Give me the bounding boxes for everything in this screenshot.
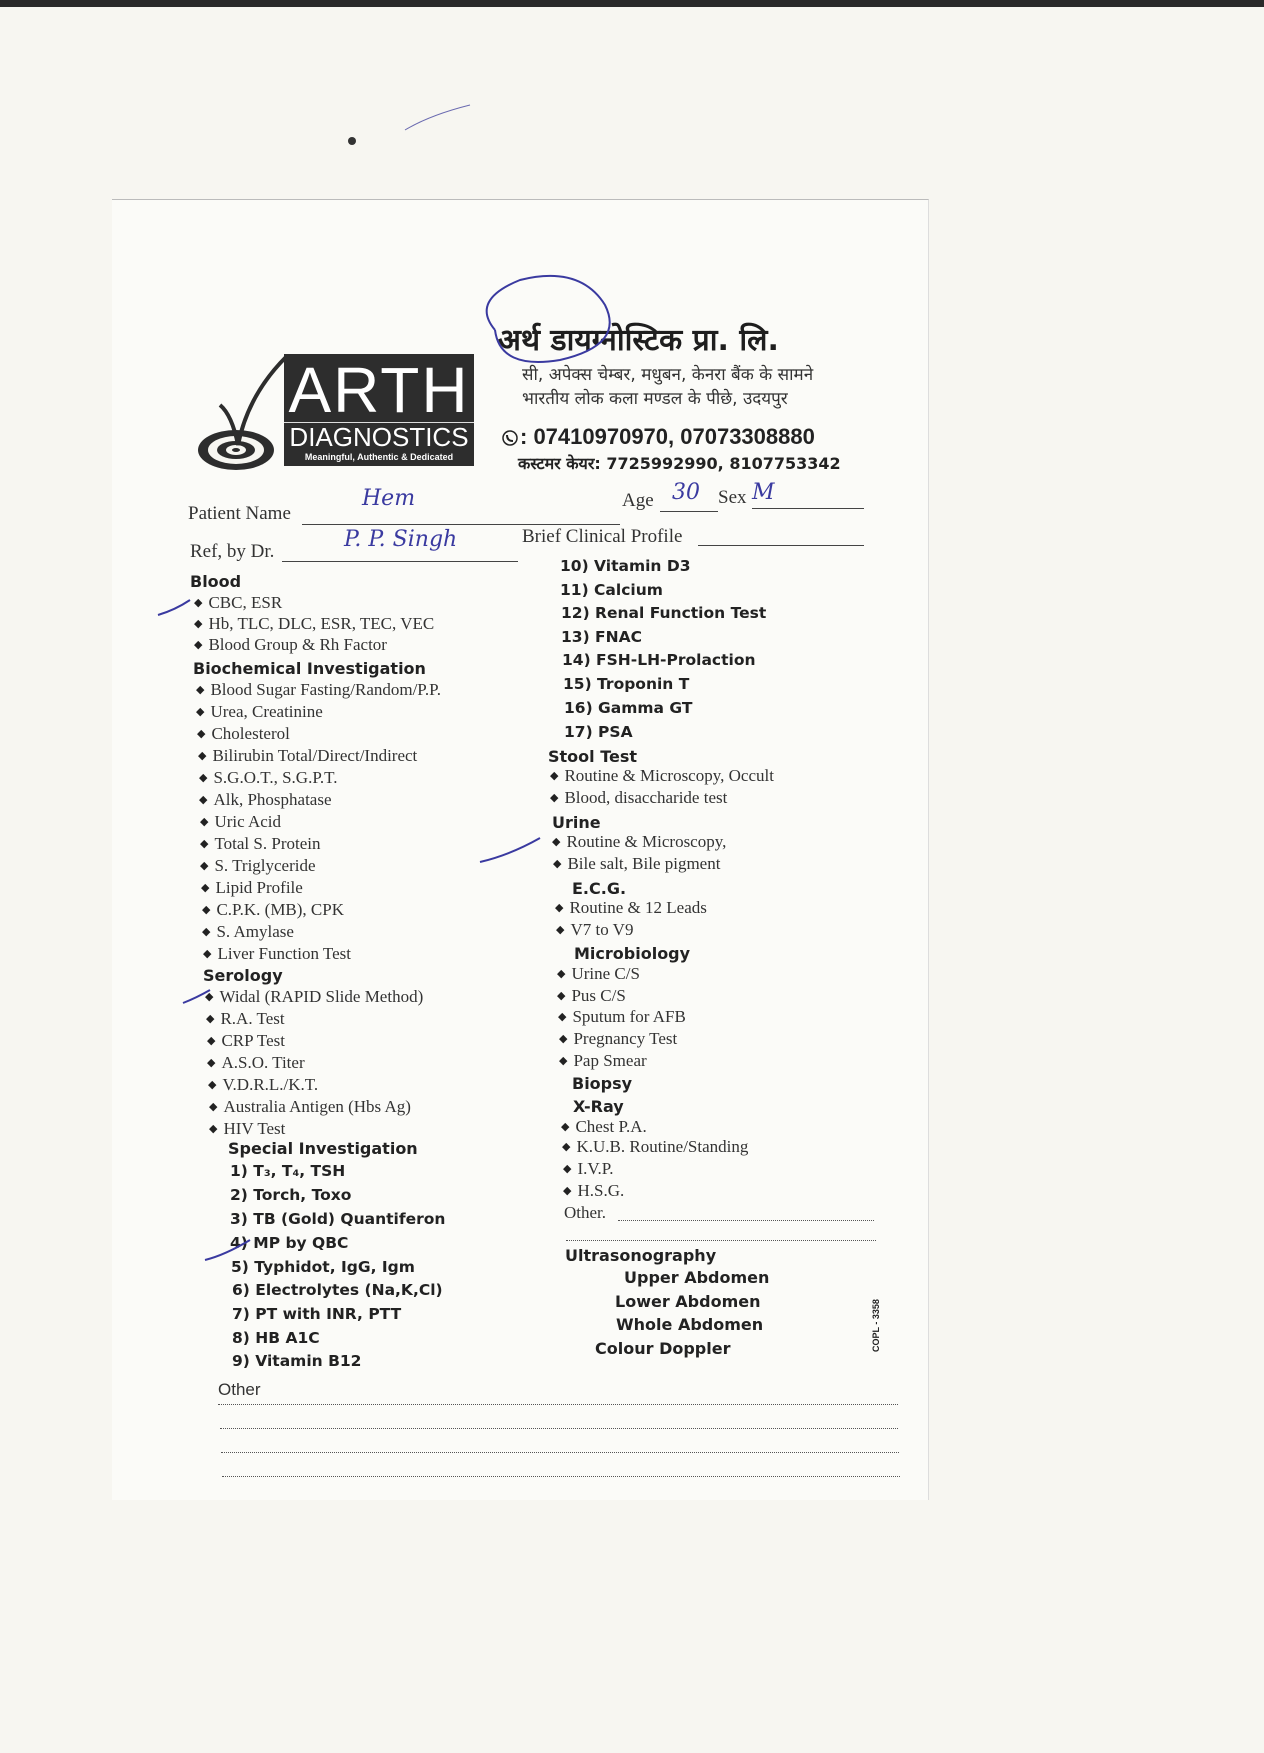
list-item: ◆ Pap Smear bbox=[559, 1051, 647, 1070]
logo-name: ARTH bbox=[288, 354, 470, 426]
list-item: Whole Abdomen bbox=[616, 1315, 764, 1334]
list-item: 2) Torch, Toxo bbox=[230, 1186, 352, 1204]
list-item: 6) Electrolytes (Na,K,Cl) bbox=[232, 1281, 443, 1299]
list-item: ◆ Urine C/S bbox=[557, 964, 640, 983]
list-item: ◆ K.U.B. Routine/Standing bbox=[562, 1137, 749, 1156]
list-item: 9) Vitamin B12 bbox=[232, 1352, 362, 1370]
list-item: ◆ Blood Sugar Fasting/Random/P.P. bbox=[196, 680, 441, 699]
sex-value: M bbox=[752, 480, 775, 505]
list-item: ◆ Routine & Microscopy, bbox=[552, 832, 727, 851]
list-item: Lower Abdomen bbox=[615, 1292, 761, 1311]
list-item: ◆ S.G.O.T., S.G.P.T. bbox=[199, 768, 338, 787]
customer-care: कस्टमर केयर: 7725992990, 8107753342 bbox=[518, 454, 841, 473]
list-item: 16) Gamma GT bbox=[564, 699, 693, 717]
section-biopsy: Biopsy bbox=[572, 1074, 633, 1093]
brand-logo bbox=[284, 354, 474, 466]
section-biochemical: Biochemical Investigation bbox=[193, 659, 426, 678]
list-item: ◆ R.A. Test bbox=[206, 1009, 285, 1028]
list-item: Upper Abdomen bbox=[624, 1268, 770, 1287]
list-item: ◆ Pregnancy Test bbox=[559, 1029, 678, 1048]
list-item: ◆ V7 to V9 bbox=[556, 920, 634, 939]
phone-numbers: : 07410970970, 07073308880 bbox=[520, 424, 815, 449]
list-item: 15) Troponin T bbox=[563, 675, 690, 693]
list-item: ◆ Total S. Protein bbox=[200, 834, 321, 853]
list-item: ◆ Bile salt, Bile pigment bbox=[553, 854, 721, 873]
list-item: ◆ CBC, ESR bbox=[194, 593, 283, 612]
section-stool-test: Stool Test bbox=[548, 747, 638, 766]
form-code: COPL - 3358 bbox=[871, 1299, 881, 1352]
sex-label: Sex bbox=[718, 487, 747, 508]
list-item: 5) Typhidot, IgG, Igm bbox=[231, 1258, 415, 1276]
list-item: ◆ S. Amylase bbox=[202, 922, 294, 941]
list-item: ◆ Urea, Creatinine bbox=[196, 702, 323, 721]
list-item: ◆ Alk, Phosphatase bbox=[199, 790, 332, 809]
section-x-ray: X-Ray bbox=[573, 1097, 624, 1116]
list-item: ◆ Hb, TLC, DLC, ESR, TEC, VEC bbox=[194, 614, 435, 633]
age-value: 30 bbox=[672, 480, 700, 505]
list-item: ◆ HIV Test bbox=[209, 1119, 286, 1138]
section-blood: Blood bbox=[190, 572, 242, 591]
list-item: ◆ Liver Function Test bbox=[203, 944, 352, 963]
clinical-profile-label: Brief Clinical Profile bbox=[522, 526, 683, 547]
section-serology: Serology bbox=[203, 966, 283, 985]
list-item: 8) HB A1C bbox=[232, 1329, 320, 1347]
other-line bbox=[218, 1404, 898, 1405]
list-item: 13) FNAC bbox=[561, 628, 642, 646]
list-item: ◆ A.S.O. Titer bbox=[207, 1053, 305, 1072]
age-label: Age bbox=[622, 490, 654, 511]
patient-name-label: Patient Name bbox=[188, 503, 291, 524]
list-item: ◆ Uric Acid bbox=[200, 812, 282, 831]
list-item: 17) PSA bbox=[564, 723, 633, 741]
list-item: ◆ Sputum for AFB bbox=[558, 1007, 686, 1026]
patient-name-line bbox=[302, 524, 620, 525]
list-item: ◆ Australia Antigen (Hbs Ag) bbox=[209, 1097, 411, 1116]
list-item: 3) TB (Gold) Quantiferon bbox=[230, 1210, 446, 1228]
other-line bbox=[222, 1476, 900, 1477]
list-item: ◆ CRP Test bbox=[207, 1031, 285, 1050]
list-item: Colour Doppler bbox=[595, 1339, 731, 1358]
list-item: 12) Renal Function Test bbox=[561, 604, 767, 622]
list-item: ◆ Blood, disaccharide test bbox=[550, 788, 728, 807]
list-item: ◆ Cholesterol bbox=[197, 724, 290, 743]
list-item: ◆ Blood Group & Rh Factor bbox=[194, 635, 387, 654]
list-item: ◆ C.P.K. (MB), CPK bbox=[202, 900, 345, 919]
list-item: ◆ Chest P.A. bbox=[561, 1117, 647, 1136]
ref-doctor-line bbox=[282, 561, 518, 562]
ref-doctor-value: P. P. Singh bbox=[344, 527, 458, 552]
list-item: ◆ I.V.P. bbox=[563, 1159, 614, 1178]
list-item: ◆ Bilirubin Total/Direct/Indirect bbox=[198, 746, 418, 765]
list-item: ◆ Routine & Microscopy, Occult bbox=[550, 766, 774, 785]
list-item: ◆ H.S.G. bbox=[563, 1181, 625, 1200]
section-microbiology: Microbiology bbox=[574, 944, 691, 963]
other-line bbox=[618, 1220, 874, 1221]
list-item: 1) T₃, T₄, TSH bbox=[230, 1162, 346, 1180]
logo-tagline: Meaningful, Authentic & Dedicated bbox=[304, 452, 454, 462]
age-line bbox=[660, 511, 718, 512]
address-line-1: सी, अपेक्स चेम्बर, मधुबन, केनरा बैंक के सामने bbox=[522, 365, 814, 385]
logo-subtitle: DIAGNOSTICS bbox=[284, 422, 474, 451]
section-special-investigation: Special Investigation bbox=[228, 1139, 418, 1158]
other-line bbox=[221, 1452, 899, 1453]
patient-name-value: Hem bbox=[362, 486, 416, 511]
ref-doctor-label: Ref, by Dr. bbox=[190, 541, 275, 562]
check-mark-logo-icon bbox=[218, 355, 288, 450]
scan-top-edge bbox=[0, 0, 1264, 7]
list-item: 14) FSH-LH-Prolaction bbox=[562, 651, 756, 669]
company-hindi-name: अर्थ डायग्नोस्टिक प्रा. लि. bbox=[498, 323, 779, 358]
list-item: ◆ Lipid Profile bbox=[201, 878, 303, 897]
list-item: 10) Vitamin D3 bbox=[560, 557, 691, 575]
clinical-profile-line bbox=[698, 545, 864, 546]
list-item: ◆ Widal (RAPID Slide Method) bbox=[205, 987, 424, 1006]
other-label: Other. bbox=[564, 1203, 607, 1222]
section-urine: Urine bbox=[552, 813, 601, 832]
list-item: ◆ V.D.R.L./K.T. bbox=[208, 1075, 319, 1094]
other-line bbox=[220, 1428, 898, 1429]
other-line bbox=[566, 1240, 876, 1241]
list-item: 7) PT with INR, PTT bbox=[232, 1305, 402, 1323]
section-ecg: E.C.G. bbox=[572, 879, 627, 898]
section-ultrasonography: Ultrasonography bbox=[565, 1246, 717, 1265]
list-item: ◆ Pus C/S bbox=[557, 986, 626, 1005]
phone-icon bbox=[502, 430, 518, 446]
other-label: Other bbox=[218, 1380, 261, 1399]
address-line-2: भारतीय लोक कला मण्डल के पीछे, उदयपुर bbox=[522, 389, 788, 409]
sex-line bbox=[752, 508, 864, 509]
list-item: ◆ Routine & 12 Leads bbox=[555, 898, 707, 917]
list-item: 4) MP by QBC bbox=[230, 1234, 349, 1252]
list-item: 11) Calcium bbox=[560, 581, 663, 599]
list-item: ◆ S. Triglyceride bbox=[200, 856, 316, 875]
